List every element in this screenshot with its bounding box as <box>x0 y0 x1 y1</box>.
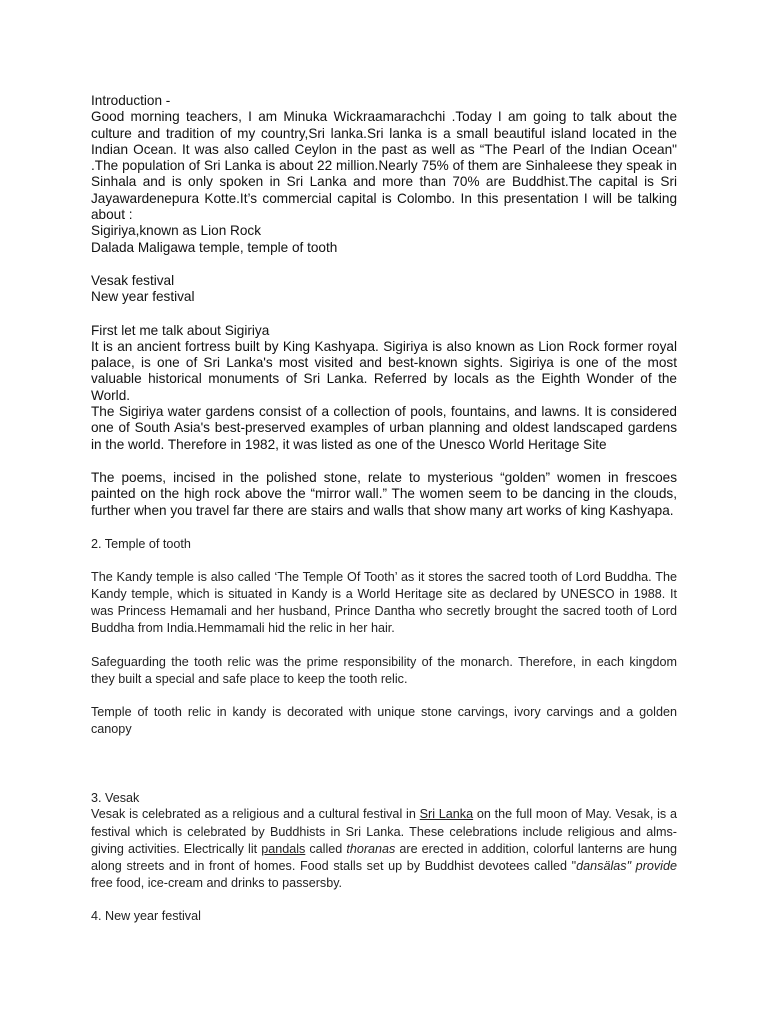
sigiriya-heading: First let me talk about Sigiriya <box>91 322 270 338</box>
spacer <box>91 638 677 654</box>
newyear-heading: 4. New year festival <box>91 909 201 924</box>
spacer <box>91 738 677 790</box>
vesak-text-d: are erected in addition, colorful lanterns are hung along streets and in front of homes. Food stalls set up by Buddhist devotees called " <box>91 841 677 874</box>
temple-paragraph-1: The Kandy temple is also called ‘The Temple Of Tooth’ as it stores the sacred tooth of Lord Buddha. The Kandy temple, which is situated in Kandy is a World Heritage site as declared by UNESCO in 1988. It was Princess Hemamali and her husband, Prince Dantha who secretly brought the sacred tooth of Lord Buddha from India.Hemmamali hid the relic in her hair. <box>91 569 677 636</box>
vesak-text-b: on the full moon of May. Vesak, is a festival which is celebrated by Buddhists in Sri Lanka. These celebrations include religious and alms-giving activities. Electrically lit <box>91 807 677 856</box>
sigiriya-paragraph-2: The Sigiriya water gardens consist of a collection of pools, fountains, and lawns. It is considered one of South Asia's best-preserved examples of urban planning and oldest landscaped gardens in the world. Therefore in 1982, it was listed as one of the Unesco World Heritage Site <box>91 404 677 452</box>
vesak-text-c: called <box>305 841 347 856</box>
sigiriya-paragraph-3: The poems, incised in the polished stone, relate to mysterious “golden” women in frescoes painted on the high rock above the “mirror wall.” The women seem to be dancing in the clouds, further when you travel far there are stairs and walls that show many art works of king Kashyapa. <box>91 469 677 518</box>
sri-lanka-link[interactable]: Sri Lanka <box>419 807 474 822</box>
vesak-heading: 3. Vesak <box>91 791 140 806</box>
vesak-text-a: Vesak is celebrated as a religious and a cultural festival in <box>91 807 420 822</box>
topic-sigiriya: Sigiriya,known as Lion Rock <box>91 223 262 239</box>
temple-paragraph-3: Temple of tooth relic in kandy is decorated with unique stone carvings, ivory carvings and a golden canopy <box>91 705 677 737</box>
topic-new-year: New year festival <box>91 289 195 305</box>
vesak-paragraph <box>91 806 677 892</box>
spacer <box>91 256 677 273</box>
dansalas-term: dansälas" provide <box>576 859 677 874</box>
spacer <box>91 552 677 569</box>
topic-dalada-maligawa: Dalada Maligawa temple, temple of tooth <box>91 239 338 255</box>
document-page <box>91 93 677 924</box>
spacer <box>91 306 677 323</box>
sigiriya-paragraph-1: It is an ancient fortress built by King Kashyapa. Sigiriya is also known as Lion Rock former royal palace, is one of Sri Lanka's most visited and best-known sights. Sigiriya is one of the most valuable historical monuments of Sri Lanka. Referred by locals as the Eighth Wonder of the World. <box>91 338 677 403</box>
spacer <box>91 519 677 536</box>
intro-heading: Introduction - <box>91 93 171 108</box>
vesak-text-e: free food, ice-cream and drinks to passersby. <box>91 876 343 891</box>
temple-heading: 2. Temple of tooth <box>91 536 191 551</box>
topic-vesak: Vesak festival <box>91 272 175 288</box>
temple-paragraph-2: Safeguarding the tooth relic was the prime responsibility of the monarch. Therefore, in each kingdom they built a special and safe place to keep the tooth relic. <box>91 654 677 686</box>
spacer <box>91 892 677 908</box>
spacer <box>91 453 677 470</box>
pandals-link[interactable]: pandals <box>261 841 306 856</box>
spacer <box>91 688 677 704</box>
intro-paragraph: Good morning teachers, I am Minuka Wickraamarachchi .Today I am going to talk about the culture and tradition of my country,Sri lanka.Sri lanka is a small beautiful island located in the Indian Ocean. It was also called Ceylon in the past as well as “The Pearl of the Indian Ocean" .The population of Sri Lanka is about 22 million.Nearly 75% of them are Sinhaleese they speak in Sinhala and is only spoken in Sri Lanka and more than 70% are Buddhist.The capital is Sri Jayawardenepura Kotte.It’s commercial capital is Colombo. In this presentation I will be talking about : <box>91 109 677 223</box>
thoranas-term: thoranas <box>346 841 396 856</box>
